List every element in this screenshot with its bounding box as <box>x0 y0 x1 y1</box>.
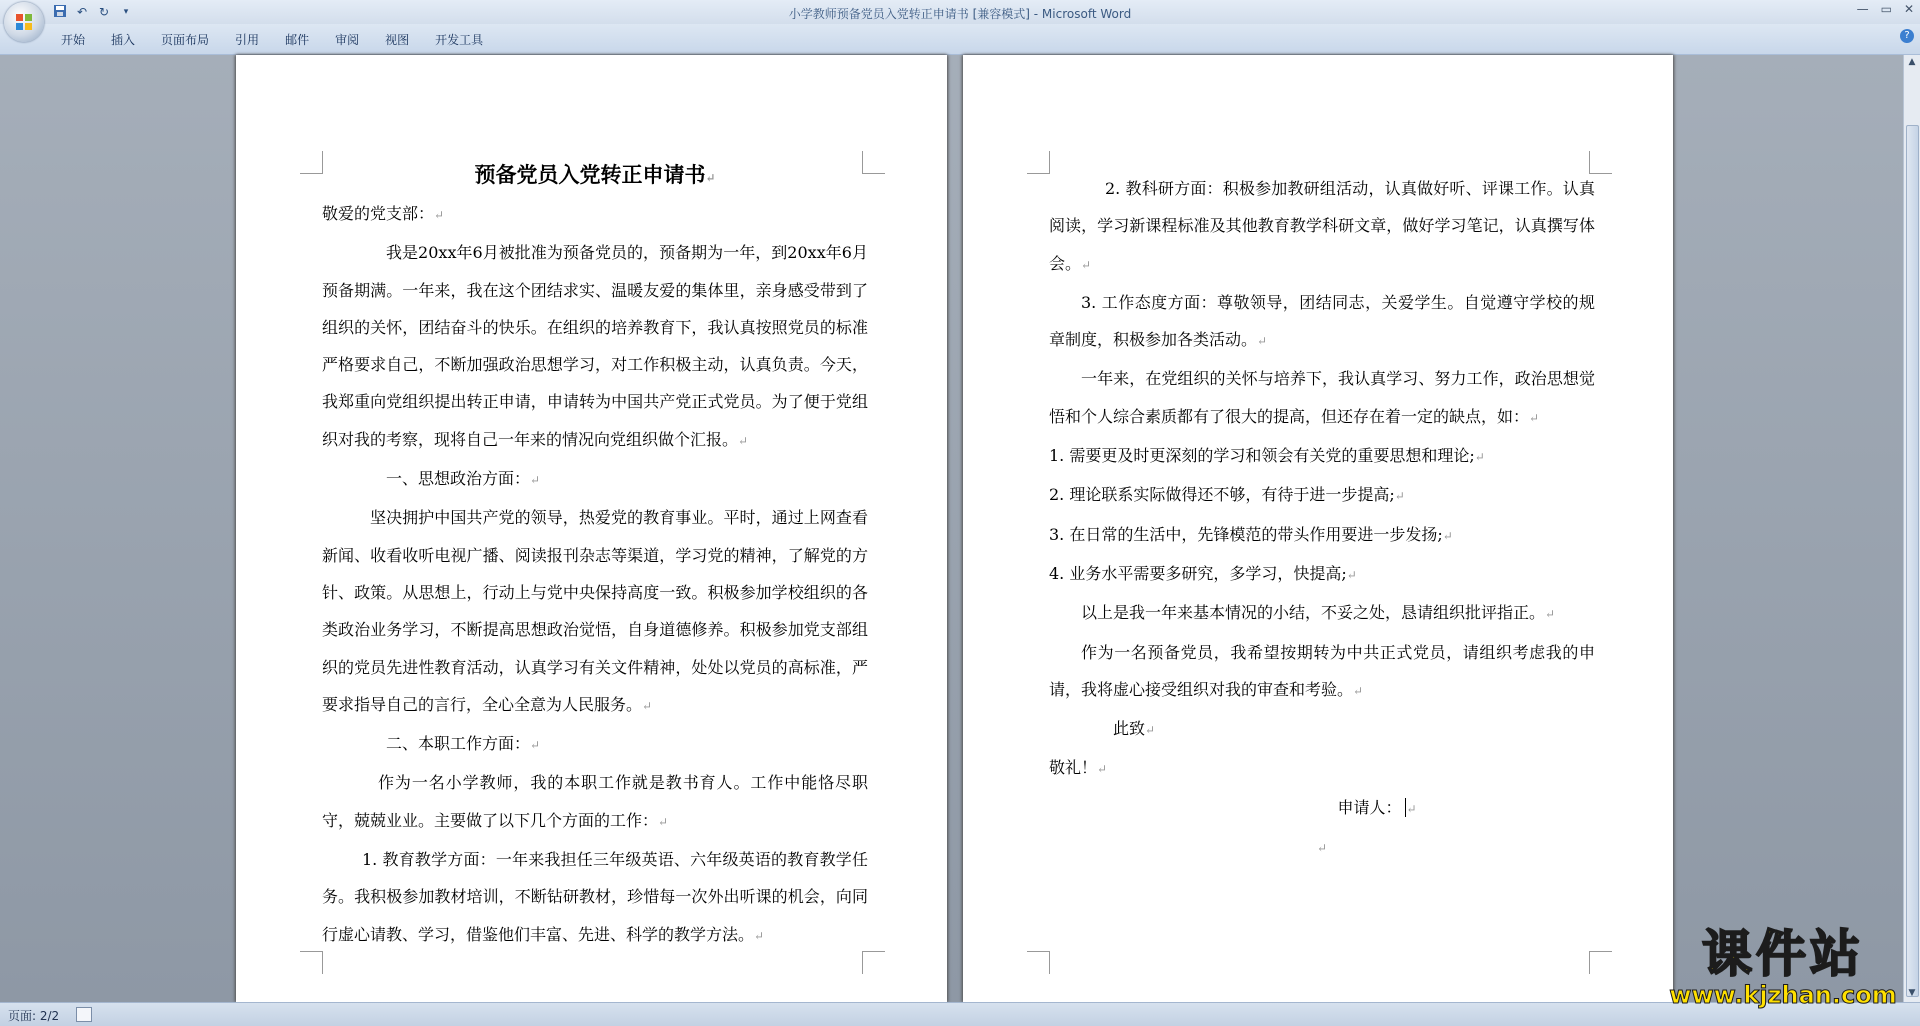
list-item: 4. 业务水平需要多研究，多学习，快提高;↵ <box>1049 563 1357 583</box>
margin-corner-mark <box>1027 951 1050 974</box>
watermark-url: www.kjzhan.com <box>1669 981 1897 1009</box>
paragraph: 我是20xx年6月被批准为预备党员的，预备期为一年，到20xx年6月预备期满。一年来，我在这个团结求实、温暖友爱的集体里，亲身感受带到了组织的关怀，团结奋斗的快乐。在组织的培养教育下，我认真按照党员的标准严格要求自己，不断加强政治思想学习，对工作积极主动，认真负责。今天，我郑重向党组织提出转正申请，申请转为中国共产党正式党员。为了便于党组织对我的考察，现将自己一年来的情况向党组织做个汇报。↵ <box>322 243 868 449</box>
paragraph: 坚决拥护中国共产党的领导，热爱党的教育事业。平时，通过上网查看新闻、收看收听电视广播、阅读报刊杂志等渠道，学习党的精神，了解党的方针、政策。从思想上，行动上与党中央保持高度一致。积极参加学校组织的各类政治业务学习，不断提高思想政治觉悟，自身道德修养。积极参加党支部组织的党员先进性教育活动，认真学习有关文件精神，处处以党员的高标准，严要求指导自己的言行，全心全意为人民服务。↵ <box>322 508 868 714</box>
paragraph: 一年来，在党组织的关怀与培养下，我认真学习、努力工作，政治思想觉悟和个人综合素质都有了很大的提高，但还存在着一定的缺点，如：↵ <box>1049 369 1595 426</box>
paragraph: 以上是我一年来基本情况的小结，不妥之处，恳请组织批评指正。↵ <box>1081 603 1556 623</box>
tab-page-layout[interactable]: 页面布局 <box>161 33 210 47</box>
signature-line: 申请人： ↵ <box>1337 797 1417 817</box>
page-2-text <box>1049 170 1595 867</box>
close-icon[interactable]: ✕ <box>1903 2 1914 16</box>
empty-paragraph: ↵ <box>1316 841 1328 856</box>
document-title: 预备党员入党转正申请书↵ <box>474 162 716 187</box>
tab-references[interactable]: 引用 <box>235 33 260 47</box>
paragraph: 1. 教育教学方面：一年来我担任三年级英语、六年级英语的教育教学任务。我积极参加教材培训，不断钻研教材，珍惜每一次外出听课的机会，向同行虚心请教、学习，借鉴他们丰富、先进、科学的教学方法。↵ <box>322 850 868 944</box>
paragraph: 敬爱的党支部：↵ <box>322 204 445 223</box>
ribbon-tabs <box>0 24 1920 55</box>
tab-home[interactable]: 开始 <box>61 33 86 47</box>
minimize-icon[interactable]: — <box>1856 2 1869 16</box>
document-page-1[interactable] <box>236 55 947 1002</box>
window-controls <box>1857 2 1914 16</box>
office-button[interactable] <box>4 2 44 42</box>
vertical-scrollbar[interactable] <box>1903 55 1920 1002</box>
tab-insert[interactable]: 插入 <box>111 33 136 47</box>
scroll-down-icon[interactable]: ▼ <box>1908 988 1916 998</box>
scroll-up-icon[interactable]: ▲ <box>1908 57 1916 67</box>
paragraph: 3. 工作态度方面：尊敬领导，团结同志，关爱学生。自觉遵守学校的规章制度，积极参加各类活动。↵ <box>1049 292 1595 350</box>
section-heading: 二、本职工作方面：↵ <box>386 734 541 754</box>
tab-view[interactable]: 视图 <box>385 33 410 47</box>
page-count[interactable]: 页面: 2/2 <box>8 1009 60 1023</box>
tab-review[interactable]: 审阅 <box>335 33 360 47</box>
help-icon[interactable]: ? <box>1900 29 1914 43</box>
customize-icon[interactable]: ▾ <box>123 7 129 17</box>
paragraph: 2. 教科研方面：积极参加教研组活动，认真做好听、评课工作。认真阅读，学习新课程标准及其他教育教学科研文章，做好学习笔记，认真撰写体会。↵ <box>1049 179 1595 273</box>
status-bar <box>0 1002 1920 1026</box>
proofing-icon[interactable] <box>76 1007 92 1022</box>
undo-icon[interactable]: ↶ <box>76 5 88 19</box>
office-logo-icon <box>15 13 33 31</box>
tab-mailings[interactable]: 邮件 <box>285 33 310 47</box>
ribbon-tab-list <box>48 31 496 48</box>
redo-icon[interactable]: ↻ <box>98 5 110 19</box>
watermark-title: 课件站 <box>1702 925 1864 983</box>
margin-corner-mark <box>300 951 323 974</box>
title-bar <box>0 0 1920 24</box>
page-1-text <box>322 155 868 955</box>
closing-line: 此致↵ <box>1113 719 1156 739</box>
scroll-thumb[interactable] <box>1906 125 1919 997</box>
paragraph: 作为一名小学教师，我的本职工作就是教书育人。工作中能恪尽职守，兢兢业业。主要做了以下几个方面的工作：↵ <box>322 773 868 830</box>
list-item: 1. 需要更及时更深刻的学习和领会有关党的重要思想和理论;↵ <box>1049 446 1485 466</box>
margin-corner-mark <box>1589 951 1612 974</box>
list-item: 3. 在日常的生活中，先锋模范的带头作用要进一步发扬;↵ <box>1049 524 1453 544</box>
maximize-icon[interactable]: ▭ <box>1880 2 1892 16</box>
window-title: 小学教师预备党员入党转正申请书 [兼容模式] - Microsoft Word <box>788 7 1132 21</box>
salutation: 敬礼！↵ <box>1049 758 1108 778</box>
list-item: 2. 理论联系实际做得还不够，有待于进一步提高;↵ <box>1049 485 1405 505</box>
tab-developer[interactable]: 开发工具 <box>435 33 484 47</box>
watermark-logo <box>1668 925 1898 1007</box>
section-heading: 一、思想政治方面：↵ <box>386 469 541 489</box>
margin-corner-mark <box>300 151 323 174</box>
document-page-2[interactable] <box>963 55 1673 1002</box>
margin-corner-mark <box>1027 151 1050 174</box>
paragraph: 作为一名预备党员，我希望按期转为中共正式党员，请组织考虑我的申请，我将虚心接受组织对我的审查和考验。↵ <box>1049 642 1595 699</box>
